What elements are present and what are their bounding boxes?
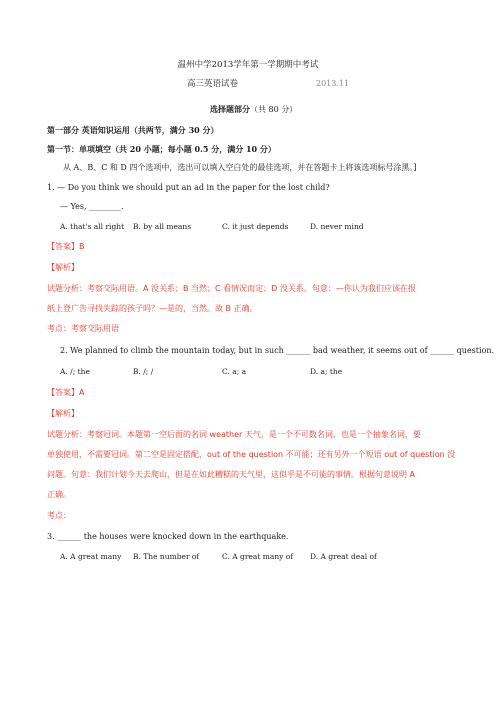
- option-c: C. A great many of: [222, 552, 294, 561]
- section-score: （共 80 分）: [250, 105, 298, 114]
- course-title: 高三英语试卷: [187, 79, 239, 89]
- question-1-analysis-label: 【解析】: [47, 263, 79, 272]
- option-a: A. that's all right: [60, 222, 125, 231]
- question-1-point: 考点：考察交际用语: [47, 324, 119, 333]
- question-2-analysis-line: 正确。: [47, 490, 71, 499]
- question-1-analysis-line: 纸上登广告寻找失踪的孩子吗？—是的，当然。故 B 正确。: [47, 304, 258, 313]
- part-heading: 第一部分 英语知识运用（共两节，满分 30 分）: [47, 125, 219, 135]
- option-d: D. a; the: [310, 367, 343, 376]
- question-1-stem: 1. — Do you think we should put an ad in the paper for the lost child?: [47, 183, 330, 192]
- question-2-analysis-line: 试题分析：考察冠词。本题第一空后面的名词 weather 天气，是一个不可数名词，也是一个抽象名词，要: [47, 430, 421, 439]
- subsection-heading: 第一节：单项填空（共 20 小题；每小题 0.5 分，满分 10 分）: [47, 144, 276, 154]
- option-d: D. A great deal of: [310, 552, 377, 561]
- exam-title: 温州中学2013学年第一学期期中考试: [177, 60, 319, 70]
- question-2-stem: 2. We planned to climb the mountain today, but in such ______ bad weather, it seems out of ______ question.: [60, 346, 495, 355]
- section-title-text: 选择题部分: [210, 104, 250, 114]
- section-title: [210, 104, 297, 115]
- question-2-point: 考点：: [47, 511, 71, 520]
- question-1-analysis-line: 试题分析：考察交际用语。A 没关系；B 当然；C 看情况而定；D 没关系。句意：—你认为我们应该在报: [47, 284, 416, 293]
- question-1-reply: — Yes, ________.: [60, 202, 124, 211]
- exam-date: 2013.11: [316, 79, 350, 88]
- question-2-analysis-label: 【解析】: [47, 409, 79, 418]
- option-a: A. /; the: [60, 367, 90, 376]
- option-b: B. The number of: [133, 552, 200, 561]
- question-2-analysis-line: 单独使用，不需要冠词。第二空是固定搭配，out of the question 不可能；还有另外一个短语 out of question 没: [47, 450, 456, 459]
- option-c: C. it just depends: [222, 222, 289, 231]
- option-b: B. by all means: [133, 222, 192, 231]
- option-b: B. /; /: [133, 367, 154, 376]
- option-a: A. A great many: [60, 552, 122, 561]
- question-3-stem: 3. ______ the houses were knocked down in the earthquake.: [47, 532, 289, 541]
- option-d: D. never mind: [310, 222, 364, 231]
- question-1-answer: 【答案】B: [47, 242, 85, 251]
- option-c: C. a; a: [222, 367, 247, 376]
- instruction-text: 从 A、B、C 和 D 四个选项中，选出可以填入空白处的最佳选项，并在答题卡上将该选项标号涂黑。]: [63, 163, 417, 172]
- question-2-answer: 【答案】A: [47, 388, 85, 397]
- question-2-analysis-line: 问题。句意：我们计划今天去爬山，但是在如此糟糕的天气里，这似乎是不可能的事情。根据句意说明 A: [47, 470, 416, 479]
